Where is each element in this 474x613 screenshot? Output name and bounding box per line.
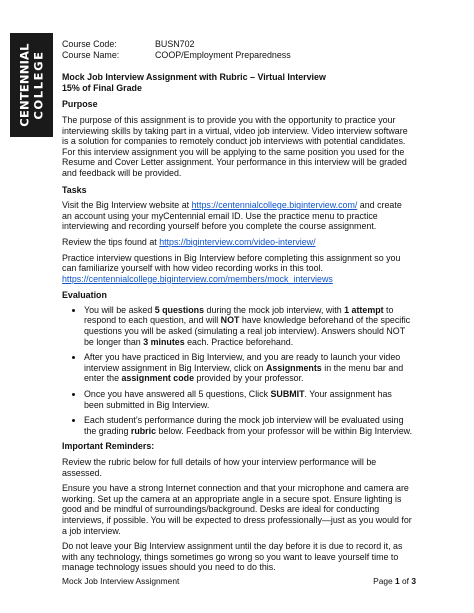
page-footer	[62, 576, 416, 586]
evaluation-list	[62, 305, 414, 437]
video-interview-tips-link[interactable]: https://biginterview.com/video-interview/	[159, 236, 316, 247]
list-item	[84, 389, 414, 410]
purpose-text: The purpose of this assignment is to provide you with the opportunity to practice your interviewing skills by taking part in a virtual, video job interview. Video interview software is a solution for companies to remotely conduct job interviews with potential candidates. For this interview assignment you will be applying to the same position you used for the Resume and Cover Letter assignment. Your performance in this interview will be graded and feedback will be provided.	[62, 114, 408, 178]
b2-text-1: After you have practiced in Big Interview, and you are ready to launch your video interview assignment in Big Interview, click on	[84, 352, 401, 373]
evaluation-heading: Evaluation	[62, 290, 107, 301]
b3-text-2: . Your assignment has been submitted in Big Interview.	[84, 389, 392, 410]
b4-text-2: below. Feedback from your professor will be within Big Interview.	[156, 425, 413, 436]
b2-text-3: provided by your professor.	[194, 373, 304, 384]
page-number	[373, 576, 416, 586]
b4-bold-1: rubric	[130, 425, 157, 436]
tasks-paragraph-3	[62, 253, 414, 285]
course-code-value: BUSN702	[155, 39, 195, 49]
mock-interviews-link[interactable]: https://centennialcollege.biginterview.com/members/mock_interviews	[62, 273, 333, 284]
tasks-paragraph-2	[62, 237, 414, 248]
reminders-paragraph-2: Ensure you have a strong Internet connection and that your microphone and camera are working. Set up the camera at an appropriate angle in a secure spot. Ensure lighting is good and be mindful of surroundings/background. Desks are ideal for conducting interviews, if possible. You will be expected to dress professionally—just as you would for a job interview.	[62, 483, 412, 536]
of-label: of	[399, 576, 412, 586]
logo-line-2: COLLEGE	[30, 50, 45, 120]
course-name-label: Course Name:	[62, 49, 120, 60]
course-name-value: COOP/Employment Preparedness	[155, 49, 291, 60]
logo-wordmark	[19, 43, 44, 126]
purpose-heading: Purpose	[62, 99, 98, 110]
tasks-p3-text: Practice interview questions in Big Interview before completing this assignment so you can familiarize yourself with how video recording works in this tool.	[62, 252, 401, 274]
assignment-title	[62, 72, 414, 93]
course-code-label: Course Code:	[62, 39, 117, 49]
college-logo	[10, 33, 53, 137]
reminders-paragraph-1: Review the rubric below for full details of how your interview performance will be assessed.	[62, 457, 377, 478]
b2-bold-1: Assignments	[266, 362, 322, 373]
b1-bold-2: 1 attempt	[344, 304, 384, 315]
document-body	[62, 39, 414, 573]
reminders-heading: Important Reminders:	[62, 441, 155, 452]
logo-line-1: CENTENNIAL	[17, 43, 31, 127]
list-item	[84, 352, 414, 384]
course-name-row	[62, 50, 414, 61]
b2-text-2: in the menu bar and enter the	[84, 362, 404, 384]
list-item	[84, 415, 414, 436]
tasks-heading: Tasks	[62, 184, 87, 195]
b2-bold-2: assignment code	[121, 373, 194, 384]
b1-text-5: each. Practice beforehand.	[184, 336, 294, 347]
title-line-2: 15% of Final Grade	[62, 82, 142, 93]
tasks-p2-text: Review the tips found at	[62, 236, 160, 247]
page-label: Page	[373, 576, 396, 586]
tasks-p1-text-b: and create an account using your myCentennial email ID. Use the practice menu to practice interviewing and recording yourself before you complete the course assignment.	[62, 200, 402, 232]
tasks-p1-text-a: Visit the Big Interview website at	[62, 200, 192, 211]
b1-text-4: have knowledge beforehand of the specific questions you will be asked (simulating a real job interview). Answers should NOT be longer than	[84, 315, 411, 347]
footer-title: Mock Job Interview Assignment	[62, 576, 180, 586]
b1-text-1: You will be asked	[84, 304, 155, 315]
reminders-paragraph-3: Do not leave your Big Interview assignment until the day before it is due to record it, as with any technology, things sometimes go wrong so you want to leave yourself time to manage technology issues should you need to do this.	[62, 541, 403, 573]
b1-bold-4: 3 minutes	[143, 336, 185, 347]
b1-bold-3: NOT	[220, 315, 240, 326]
b3-text-1: Once you have answered all 5 questions, Click	[84, 389, 271, 400]
b1-text-3: to respond to each question, and will	[84, 304, 394, 326]
current-page: 1	[395, 576, 400, 586]
tasks-paragraph-1	[62, 200, 414, 232]
total-pages: 3	[411, 576, 416, 586]
title-line-1: Mock Job Interview Assignment with Rubric – Virtual Interview	[62, 72, 326, 83]
b3-bold-1: SUBMIT	[270, 389, 305, 400]
b1-bold-1: 5 questions	[154, 304, 205, 315]
biginterview-signup-link[interactable]: https://centennialcollege.biginterview.com/	[191, 200, 358, 211]
b1-text-2: during the mock job interview, with	[204, 304, 345, 315]
course-code-row	[62, 39, 414, 50]
b4-text-1: Each student’s performance during the mock job interview will be evaluated using the grading	[84, 415, 404, 436]
list-item	[84, 305, 414, 347]
